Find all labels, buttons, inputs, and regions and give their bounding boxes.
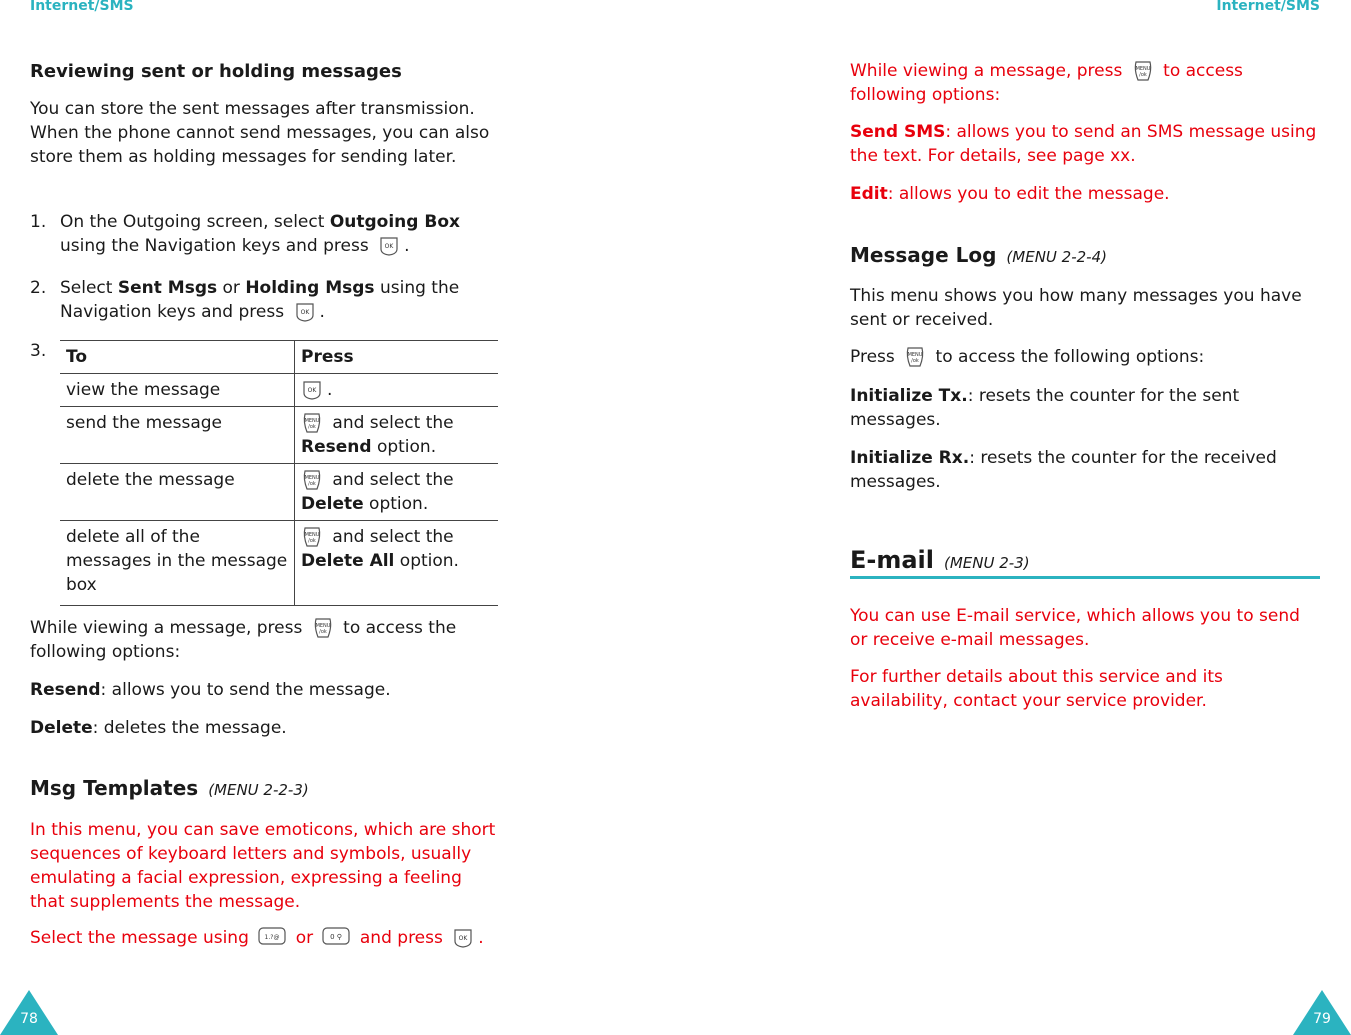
svg-text:/ok: /ok [308, 481, 316, 487]
svg-text:/ok: /ok [308, 538, 316, 544]
while-viewing-paragraph: While viewing a message, press MENU /ok to access the following options: [30, 618, 457, 662]
svg-text:/ok: /ok [318, 629, 327, 635]
select-message-paragraph: Select the message using 1.?@ or 0 ⚲ and press OK . [30, 928, 484, 948]
ok-key-icon [452, 927, 474, 949]
table-row: delete all of the messages in the message box MENU /ok and select the Delete All option. [60, 521, 498, 606]
svg-text:OK: OK [384, 243, 394, 250]
menu-key-icon [301, 526, 323, 548]
message-log-heading: Message Log (MENU 2-2-4) [850, 243, 1107, 267]
msg-templates-heading: Msg Templates (MENU 2-2-3) [30, 776, 309, 800]
col-header-press: Press [295, 341, 499, 374]
svg-text:/ok: /ok [308, 424, 316, 430]
step-2: 2. Select Sent Msgs or Holding Msgs using the Navigation keys and press OK . [30, 278, 460, 322]
svg-text:MENU: MENU [304, 475, 320, 481]
templates-description: In this menu, you can save emoticons, which are short sequences of keyboard letters and symbols, usually emulating a facial expression, expressing a feeling that supplements the message. [30, 820, 496, 912]
svg-text:MENU: MENU [304, 532, 320, 538]
step-3-number: 3. [30, 341, 47, 361]
delete-option: Delete: deletes the message. [30, 718, 287, 738]
steps-list [30, 210, 500, 324]
key-0-icon [322, 927, 350, 949]
ok-key-icon [301, 379, 323, 401]
reviewing-heading: Reviewing sent or holding messages [30, 61, 402, 82]
intro-paragraph: You can store the sent messages after transmission. When the phone cannot send messages, you can also store them as holding messages for sending later. [30, 99, 490, 167]
page-header-right: Internet/SMS [1216, 0, 1320, 14]
svg-text:OK: OK [300, 309, 309, 316]
resend-option: Resend: allows you to send the message. [30, 680, 391, 700]
menu-key-icon [301, 412, 323, 434]
svg-text:MENU: MENU [1135, 66, 1151, 72]
svg-text:0 ⚲: 0 ⚲ [330, 933, 343, 941]
send-sms-option: Send SMS: allows you to send an SMS message using the text. For details, see page xx. [850, 122, 1317, 166]
step-1: 1. On the Outgoing screen, select Outgoing Box using the Navigation keys and press OK . [30, 212, 460, 256]
svg-text:OK: OK [458, 935, 468, 942]
menu-key-icon [312, 617, 334, 639]
table-row: delete the message MENU /ok and select the Delete option. [60, 464, 498, 521]
col-header-to: To [60, 341, 295, 374]
while-viewing-paragraph-right: While viewing a message, press MENU /ok to access following options: [850, 61, 1243, 105]
email-details: For further details about this service and its availability, contact your service provider. [850, 667, 1223, 711]
svg-text:1.?@: 1.?@ [264, 934, 280, 941]
svg-text:OK: OK [307, 387, 317, 394]
left-page [30, 0, 500, 1035]
email-heading: E-mail (MENU 2-3) [850, 546, 1320, 579]
svg-text:MENU: MENU [304, 418, 320, 424]
menu-key-icon [904, 346, 926, 368]
menu-key-icon [1132, 60, 1154, 82]
to-press-table [60, 340, 498, 606]
page-number-right: 79 [1293, 990, 1351, 1035]
email-description: You can use E-mail service, which allows you to send or receive e-mail messages. [850, 606, 1300, 650]
svg-text:MENU: MENU [907, 352, 923, 358]
initialize-rx-option: Initialize Rx.: resets the counter for the received messages. [850, 448, 1277, 492]
svg-text:/ok: /ok [1138, 72, 1147, 78]
svg-text:/ok: /ok [911, 358, 919, 364]
key-1-icon [258, 927, 286, 949]
menu-key-icon [301, 469, 323, 491]
ok-key-icon [378, 235, 400, 257]
table-row: view the message OK . [60, 374, 498, 407]
ok-key-icon [294, 301, 316, 323]
table-row: send the message MENU /ok and select the Resend option. [60, 407, 498, 464]
message-log-description: This menu shows you how many messages you have sent or received. [850, 286, 1302, 330]
svg-text:MENU: MENU [315, 623, 331, 629]
page-header-left: Internet/SMS [30, 0, 134, 14]
initialize-tx-option: Initialize Tx.: resets the counter for the sent messages. [850, 386, 1240, 430]
press-options-paragraph: Press MENU /ok to access the following options: [850, 347, 1205, 367]
right-page [850, 0, 1320, 1035]
page-number-left: 78 [0, 990, 58, 1035]
edit-option: Edit: allows you to edit the message. [850, 184, 1170, 204]
